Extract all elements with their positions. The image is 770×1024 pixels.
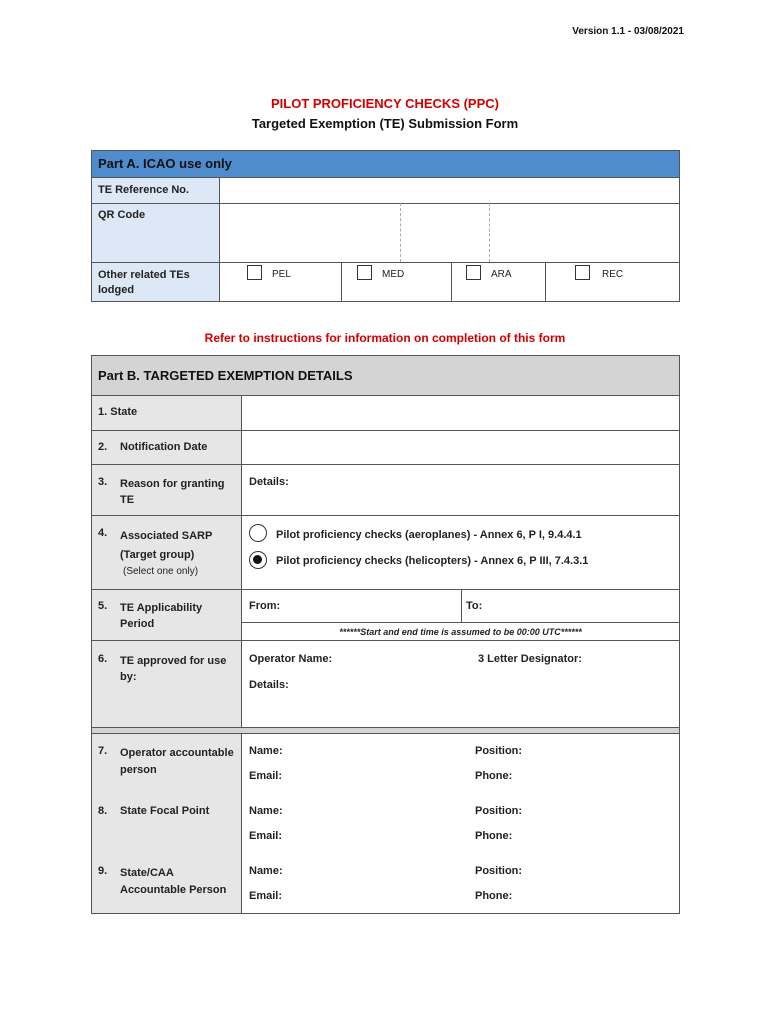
- state-caa-line1: State/CAA: [120, 867, 174, 879]
- approved-for-label: [120, 653, 226, 685]
- row6-number: 6.: [98, 653, 108, 665]
- applicability-label-line2: Period: [120, 618, 155, 630]
- notification-date-field[interactable]: [243, 432, 678, 463]
- row9-number: 9.: [98, 865, 108, 877]
- part-b-heading: Part B. TARGETED EXEMPTION DETAILS: [98, 368, 353, 383]
- operator-name-label: Operator Name:: [249, 653, 333, 665]
- te-reference-label: TE Reference No.: [98, 184, 190, 196]
- state-label: 1. State: [98, 406, 138, 418]
- state-focal-point-label: State Focal Point: [120, 805, 210, 817]
- version-label: Version 1.1 - 03/08/2021: [572, 26, 684, 37]
- qr-code-label: QR Code: [98, 209, 146, 221]
- form-subtitle: Targeted Exemption (TE) Submission Form: [251, 116, 519, 131]
- checkbox-med-label: MED: [382, 269, 405, 280]
- checkbox-rec[interactable]: [575, 265, 590, 280]
- row3-number: 3.: [98, 476, 108, 488]
- checkbox-pel[interactable]: [247, 265, 262, 280]
- checkbox-rec-label: REC: [602, 269, 624, 280]
- instructions-note: Refer to instructions for information on completion of this form: [204, 331, 566, 345]
- row9-email-label: Email:: [249, 890, 283, 902]
- row2-number: 2.: [98, 441, 108, 453]
- reason-details-label: Details:: [249, 476, 289, 488]
- operator-accountable-label: [120, 745, 234, 779]
- checkbox-ara[interactable]: [466, 265, 481, 280]
- designator-label: 3 Letter Designator:: [478, 653, 582, 665]
- row7-phone-label: Phone:: [475, 770, 513, 782]
- state-caa-line2: Accountable Person: [120, 884, 227, 896]
- applicability-label: [120, 600, 202, 632]
- row8-number: 8.: [98, 805, 108, 817]
- notification-date-label: Notification Date: [120, 441, 208, 453]
- row7-number: 7.: [98, 745, 108, 757]
- row8-email-label: Email:: [249, 830, 283, 842]
- operator-accountable-line1: Operator accountable: [120, 747, 234, 759]
- radio-helicopters[interactable]: [249, 551, 267, 569]
- other-tes-label-line1: Other related TEs: [98, 269, 190, 281]
- approved-for-label-line2: by:: [120, 671, 137, 683]
- other-tes-label: [98, 268, 190, 298]
- from-field[interactable]: [285, 591, 459, 621]
- row7-position-label: Position:: [475, 745, 523, 757]
- row7-name-label: Name:: [249, 745, 283, 757]
- row5-number: 5.: [98, 600, 108, 612]
- approved-details-label: Details:: [249, 679, 289, 691]
- checkbox-ara-label: ARA: [491, 269, 512, 280]
- row9-phone-label: Phone:: [475, 890, 513, 902]
- te-reference-field[interactable]: [221, 179, 677, 201]
- utc-note: ******Start and end time is assumed to be 00:00 UTC******: [339, 627, 582, 637]
- operator-details-field[interactable]: [300, 672, 676, 724]
- applicability-label-line1: TE Applicability: [120, 602, 203, 614]
- sarp-label-line2: (Target group): [120, 549, 195, 561]
- checkbox-pel-label: PEL: [272, 269, 291, 280]
- other-tes-label-line2: lodged: [98, 284, 135, 296]
- approved-for-label-line1: TE approved for use: [120, 655, 227, 667]
- state-field[interactable]: [243, 397, 678, 429]
- checkbox-med[interactable]: [357, 265, 372, 280]
- reason-label-line2: TE: [120, 494, 135, 506]
- to-field[interactable]: [490, 591, 677, 621]
- row4-number: 4.: [98, 527, 108, 539]
- part-a-heading: Part A. ICAO use only: [98, 156, 232, 171]
- row9-position-label: Position:: [475, 865, 523, 877]
- sarp-label: [120, 527, 212, 565]
- from-label: From:: [249, 600, 281, 612]
- to-label: To:: [466, 600, 483, 612]
- reason-label: [120, 476, 225, 508]
- reason-details-field[interactable]: [300, 466, 676, 513]
- row8-phone-label: Phone:: [475, 830, 513, 842]
- row8-name-label: Name:: [249, 805, 283, 817]
- row8-position-label: Position:: [475, 805, 523, 817]
- state-caa-label: [120, 865, 226, 899]
- row7-email-label: Email:: [249, 770, 283, 782]
- radio-aeroplanes[interactable]: [249, 524, 267, 542]
- radio-aeroplanes-label: Pilot proficiency checks (aeroplanes) - Annex 6, P I, 9.4.4.1: [276, 529, 582, 541]
- form-title: PILOT PROFICIENCY CHECKS (PPC): [270, 96, 499, 111]
- row9-name-label: Name:: [249, 865, 283, 877]
- operator-accountable-line2: person: [120, 764, 157, 776]
- sarp-hint: (Select one only): [123, 566, 199, 577]
- sarp-label-line1: Associated SARP: [120, 530, 213, 542]
- qr-code-box[interactable]: [400, 203, 490, 262]
- radio-helicopters-label: Pilot proficiency checks (helicopters) - Annex 6, P III, 7.4.3.1: [276, 555, 589, 567]
- reason-label-line1: Reason for granting: [120, 478, 225, 490]
